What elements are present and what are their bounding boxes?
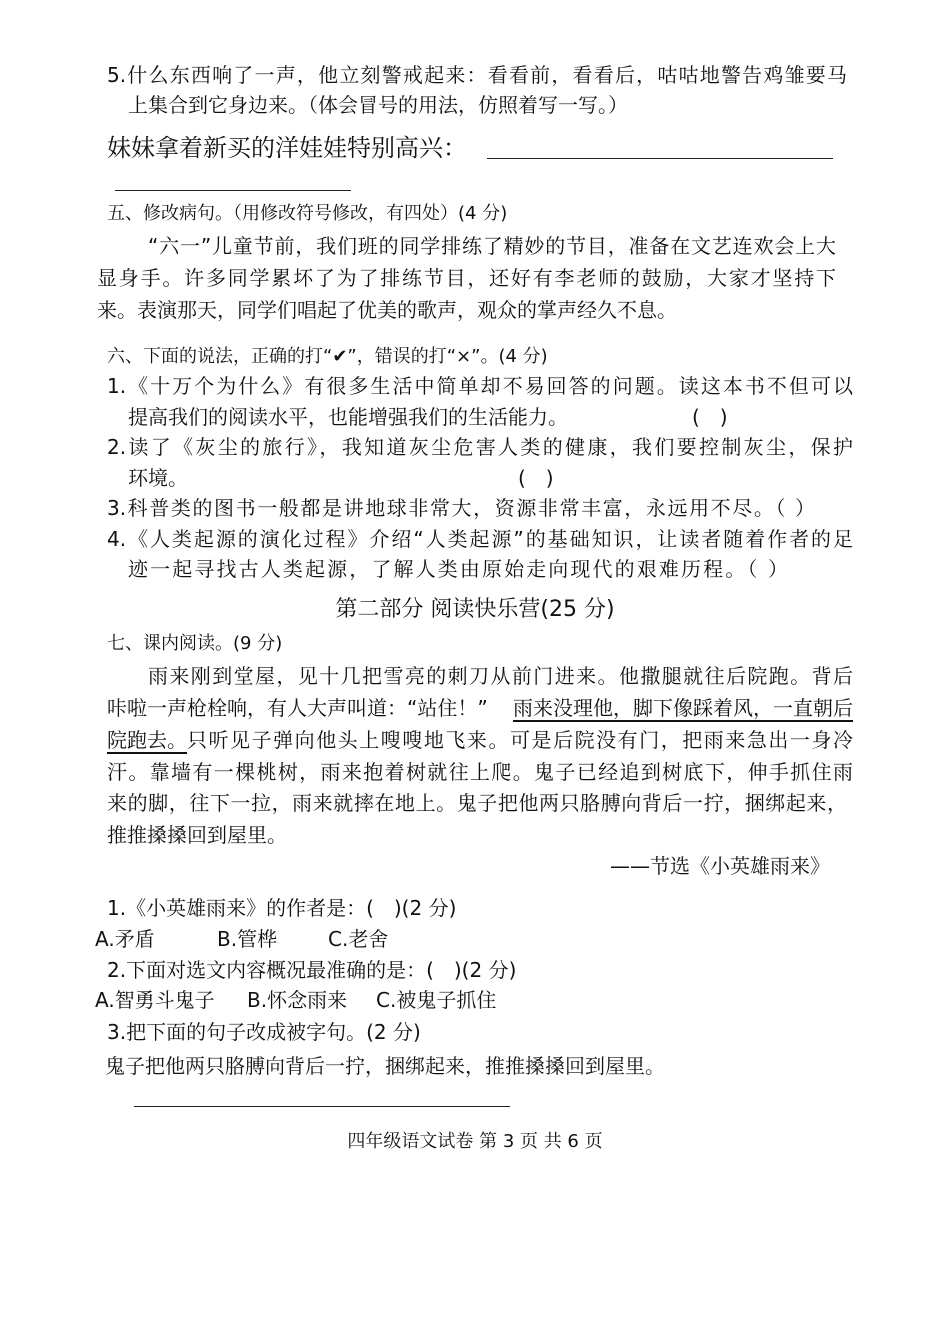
section-6-line: 迹一起寻找古人类起源，了解人类由原始走向现代的艰难历程。（ ） [128,557,788,581]
option-a[interactable]: A.智勇斗鬼子 [95,988,215,1012]
section-6-line: 环境。 [128,466,188,490]
section-6-heading: 六、下面的说法，正确的打“✔”，错误的打“×”。(4 分) [107,346,548,367]
question-1: 1.《小英雄雨来》的作者是：( )(2 分) [107,896,457,920]
passage-line: 来的脚，往下一拉，雨来就摔在地上。鬼子把他两只胳膊向背后一拧，捆绑起来， [107,791,847,815]
option-c[interactable]: C.被鬼子抓住 [376,988,497,1012]
answer-line[interactable] [115,190,351,191]
passage-text: 咔啦一声枪栓响，有人大声叫道：“站住！” [107,696,488,720]
section-6-line: 4.《人类起源的演化过程》介绍“人类起源”的基础知识，让读者随着作者的足 [107,527,853,551]
section-5-line: 来。表演那天，同学们唱起了优美的歌声，观众的掌声经久不息。 [97,298,677,322]
question-3: 3.把下面的句子改成被字句。(2 分) [107,1020,421,1044]
part-2-title: 第二部分 阅读快乐营(25 分) [335,597,615,622]
q5-line-1: 5.什么东西响了一声，他立刻警戒起来：看看前，看看后，咕咕地警告鸡雏要马 [107,63,847,87]
passage-line: 雨来刚到堂屋，见十几把雪亮的刺刀从前门进来。他撒腿就往后院跑。背后 [148,664,853,688]
underlined-sentence: 雨来没理他，脚下像踩着风，一直朝后 [513,696,853,720]
q5-prompt: 妹妹拿着新买的洋娃娃特别高兴： [107,134,467,162]
passage-line [107,695,853,721]
question-3-sentence: 鬼子把他两只胳膊向背后一拧，捆绑起来，推推搡搡回到屋里。 [105,1054,665,1078]
section-6-line: 3.科普类的图书一般都是讲地球非常大，资源非常丰富，永远用不尽。（ ） [107,496,815,520]
answer-line[interactable] [134,1106,510,1107]
underlined-sentence: 院跑去。 [107,728,187,752]
passage-source: ——节选《小英雄雨来》 [610,854,830,878]
section-6-line: 提高我们的阅读水平，也能增强我们的生活能力。 [128,405,568,429]
section-5-heading: 五、修改病句。（用修改符号修改，有四处）(4 分) [107,203,508,224]
passage-text: 只听见子弹向他头上嗖嗖地飞来。可是后院没有门，把雨来急出一身冷 [187,728,853,752]
passage-line: 推推搡搡回到屋里。 [107,823,287,847]
option-a[interactable]: A.矛盾 [95,927,155,951]
passage-line: 汗。靠墙有一棵桃树，雨来抱着树就往上爬。鬼子已经追到树底下，伸手抓住雨 [107,760,853,784]
section-7-heading: 七、课内阅读。(9 分) [107,633,283,654]
q5-line-2: 上集合到它身边来。（体会冒号的用法，仿照着写一写。） [128,93,628,117]
section-6-line: 2.读了《灰尘的旅行》，我知道灰尘危害人类的健康，我们要控制灰尘，保护 [107,435,853,459]
answer-line[interactable] [487,158,833,159]
page-footer: 四年级语文试卷 第 3 页 共 6 页 [347,1131,603,1152]
section-5-line: 显身手。许多同学累坏了为了排练节目，还好有李老师的鼓励，大家才坚持下 [97,266,836,290]
answer-blank[interactable]: ( ) [518,466,554,490]
answer-blank[interactable]: ( ) [692,405,728,429]
section-6-line: 1.《十万个为什么》有很多生活中简单却不易回答的问题。读这本书不但可以 [107,374,853,398]
question-2: 2.下面对选文内容概况最准确的是：( )(2 分) [107,958,517,982]
option-b[interactable]: B.怀念雨来 [247,988,348,1012]
option-c[interactable]: C.老舍 [328,927,389,951]
passage-line [107,727,853,753]
section-5-line: “六一”儿童节前，我们班的同学排练了精妙的节目，准备在文艺连欢会上大 [148,234,836,258]
option-b[interactable]: B.管桦 [217,927,278,951]
